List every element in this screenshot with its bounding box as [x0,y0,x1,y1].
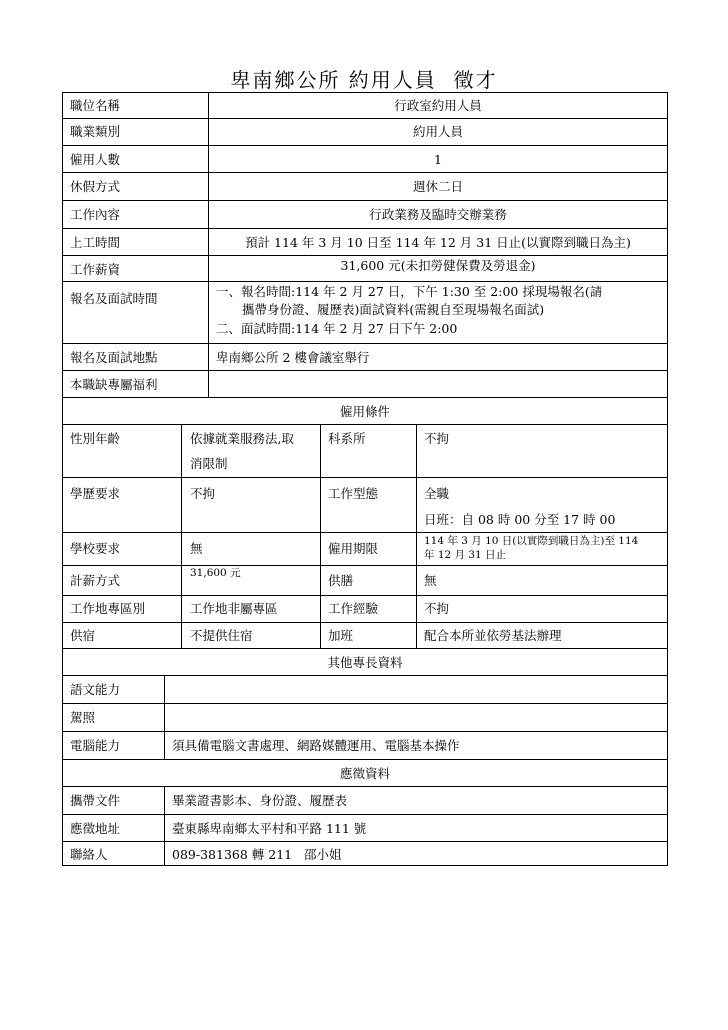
row-divider [62,565,668,566]
school-label: 學校要求 [70,541,121,556]
department-value: 不拘 [424,431,450,446]
gender-age-value: 消限制 [190,456,228,471]
leave-label: 休假方式 [70,179,121,194]
row-divider [62,532,668,533]
headcount-value: 1 [434,152,442,167]
experience-label: 工作經驗 [328,601,379,616]
apply-time-line: 攜帶身份證、履歷表)面試資料(需親自至現場報名面試) [242,302,545,317]
conditions-header: 僱用條件 [339,404,390,419]
row-divider [62,841,668,842]
contact-value: 089-381368 轉 211 邵小姐 [172,847,342,862]
location-label: 報名及面試地點 [70,350,158,365]
row-divider [62,814,668,815]
salary-value: 31,600 元(未扣勞健保費及勞退金) [340,258,536,273]
skills-header: 其他專長資料 [327,655,403,670]
row-divider [62,622,668,623]
lodging-value: 不提供住宿 [190,628,253,643]
work-period-value: 預計 114 年 3 月 10 日至 114 年 12 月 31 日止(以實際到職日為主) [245,235,631,250]
computer-value: 須具備電腦文書處理、網路媒體運用、電腦基本操作 [172,738,460,753]
row-divider [62,200,668,201]
row-divider [62,370,668,371]
overtime-value: 配合本所並依勞基法辦理 [424,628,562,643]
row-divider [62,477,668,478]
row-divider [62,675,668,676]
department-label: 科系所 [328,431,366,446]
col-divider [164,675,165,759]
contact-label: 聯絡人 [70,847,108,862]
pay-method-label: 計薪方式 [70,573,121,588]
location-value: 卑南鄉公所 2 樓會議室舉行 [216,350,370,365]
address-label: 應徵地址 [70,821,121,836]
education-label: 學歷要求 [70,486,121,501]
area-label: 工作地專區別 [70,601,146,616]
row-divider [62,703,668,704]
row-divider [62,343,668,344]
documents-label: 攜帶文件 [70,793,121,808]
category-label: 職業類別 [70,124,121,139]
benefits-label: 本職缺專屬福利 [70,377,158,392]
work-type-label: 工作型態 [328,486,379,501]
meals-value: 無 [424,573,437,588]
area-value: 工作地非屬專區 [190,601,278,616]
row-divider [62,731,668,732]
computer-label: 電腦能力 [70,738,121,753]
row-divider [62,595,668,596]
lodging-label: 供宿 [70,628,96,643]
row-divider [62,145,668,146]
position-value: 行政室約用人員 [394,98,482,113]
content-label: 工作內容 [70,207,121,222]
headcount-label: 僱用人數 [70,152,121,167]
address-value: 臺東縣卑南鄉太平村和平路 111 號 [172,821,367,836]
pay-method-value: 31,600 元 [190,567,241,579]
category-value: 約用人員 [412,124,463,139]
employ-period-label: 僱用期限 [328,541,379,556]
apply-time-label: 報名及面試時間 [70,291,158,306]
position-label: 職位名稱 [70,98,121,113]
employ-period-value: 年 12 月 31 日止 [424,549,507,561]
row-divider [62,172,668,173]
gender-age-value: 依據就業服務法,取 [190,431,294,446]
col-divider [416,424,417,648]
documents-value: 畢業證書影本、身份證、履歷表 [172,793,348,808]
overtime-label: 加班 [328,628,354,643]
salary-label: 工作薪資 [70,262,121,277]
row-divider [62,228,668,229]
col-divider [181,424,182,648]
apply-time-line: 二、面試時間:114 年 2 月 27 日下午 2:00 [216,321,458,336]
school-value: 無 [190,541,203,556]
col-divider [164,786,165,866]
row-divider [62,255,668,256]
row-divider [62,397,668,398]
work-type-hours: 日班：自 08 時 00 分至 17 時 00 [424,512,616,527]
row-divider [62,648,668,649]
col-divider [320,424,321,648]
employ-period-value: 114 年 3 月 10 日(以實際到職日為主)至 114 [424,535,639,547]
row-divider [62,786,668,787]
row-divider [62,281,668,282]
work-period-label: 上工時間 [70,235,121,250]
experience-value: 不拘 [424,601,450,616]
page-title: 卑南鄉公所 約用人員 徵才 [230,68,498,92]
leave-value: 週休二日 [412,179,463,194]
education-value: 不拘 [190,486,216,501]
gender-age-label: 性別年齡 [70,431,121,446]
work-type-value: 全職 [424,486,450,501]
row-divider [62,118,668,119]
license-label: 駕照 [70,710,96,725]
content-value: 行政業務及臨時交辦業務 [369,207,507,222]
language-label: 語文能力 [70,682,121,697]
application-header: 應徵資料 [339,766,390,781]
meals-label: 供膳 [328,573,354,588]
row-divider [62,424,668,425]
row-divider [62,759,668,760]
apply-time-line: 一、報名時間:114 年 2 月 27 日，下午 1:30 至 2:00 採現場報名(請 [216,284,603,299]
